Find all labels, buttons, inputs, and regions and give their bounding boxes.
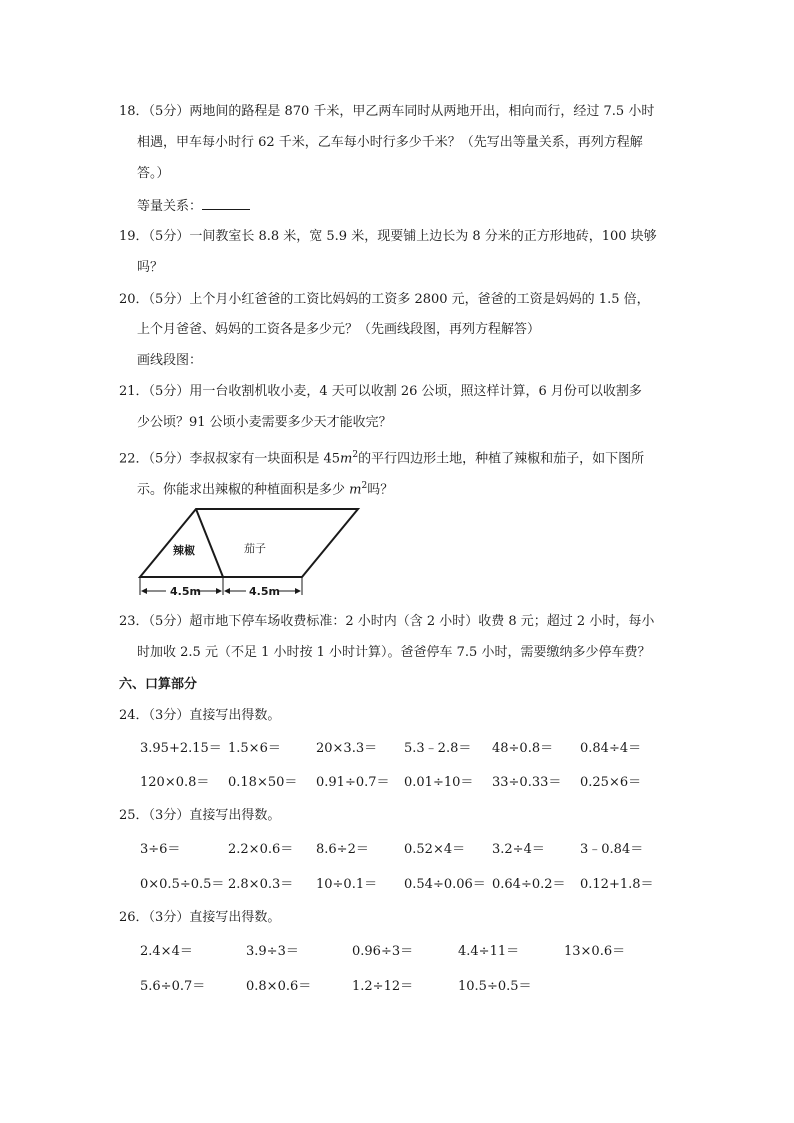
arrow-left-a: [141, 588, 147, 594]
problem-23-line-2: 时加收 2.5 元（不足 1 小时按 1 小时计算）。爸爸停车 7.5 小时，需要缴纳多少停车费？: [137, 645, 651, 660]
arrow-right-b: [295, 588, 301, 594]
oral-26-title: 26．（3分）直接写出得数。: [119, 910, 281, 925]
dim-left-label: 4.5m: [170, 585, 201, 598]
parallelogram-figure: [130, 503, 370, 603]
oral-24-title: 24．（3分）直接写出得数。: [119, 708, 281, 723]
problem-19-line-1: 19．（5分）一间教室长 8.8 米，宽 5.9 米，现要铺上边长为 8 分米的正方形地砖，100 块够: [119, 229, 657, 244]
divider-line: [196, 509, 223, 577]
calc-item: 2.4×4＝: [140, 944, 193, 959]
problem-19-line-2: 吗？: [137, 260, 164, 275]
calc-item: 0.91÷0.7＝: [316, 775, 390, 790]
calc-item: 0.84÷4＝: [580, 741, 642, 756]
answer-blank[interactable]: [202, 196, 250, 210]
calc-item: 4.4÷11＝: [458, 944, 520, 959]
problem-18-answer-row: [137, 196, 250, 217]
calc-item: 3.95+2.15＝: [140, 741, 222, 756]
problem-18-line-2: 相遇，甲车每小时行 62 千米，乙车每小时行多少千米？（先写出等量关系，再列方程解: [137, 135, 643, 150]
problem-21-line-2: 少公顷？91 公顷小麦需要多少天才能收完？: [137, 415, 392, 430]
calc-item: 120×0.8＝: [140, 775, 210, 790]
calc-item: 33÷0.33＝: [492, 775, 562, 790]
calc-item: 20×3.3＝: [316, 741, 378, 756]
arrow-left-b: [216, 588, 222, 594]
calc-item: 3.2÷4＝: [492, 842, 545, 857]
calc-item: 3﹣0.84＝: [580, 842, 644, 857]
arrow-right-a: [224, 588, 230, 594]
problem-18-line-1: 18．（5分）两地间的路程是 870 千米，甲乙两车同时从两地开出，相向而行，经过 7.5 小时: [119, 104, 655, 119]
calc-item: 10.5÷0.5＝: [458, 979, 532, 994]
calc-item: 1.5×6＝: [228, 741, 281, 756]
calc-item: 2.2×0.6＝: [228, 842, 294, 857]
problem-22-line-2: 示。你能求出辣椒的种植面积是多少 $m^2$吗？: [137, 481, 394, 498]
calc-item: 0.64÷0.2＝: [492, 877, 566, 892]
calc-item: 0.96÷3＝: [352, 944, 414, 959]
calc-item: 5.6÷0.7＝: [140, 979, 206, 994]
calc-item: 0.54÷0.06＝: [404, 877, 486, 892]
calc-item: 0.52×4＝: [404, 842, 466, 857]
calc-item: 0.01÷10＝: [404, 775, 474, 790]
equation-relation-label: 等量关系：: [137, 199, 203, 214]
calc-item: 13×0.6＝: [564, 944, 626, 959]
problem-18-line-3: 答。）: [137, 166, 170, 181]
calc-item: 3÷6＝: [140, 842, 181, 857]
calc-item: 0.8×0.6＝: [246, 979, 312, 994]
problem-23-line-1: 23．（5分）超市地下停车场收费标准：2 小时内（含 2 小时）收费 8 元；超过 2 小时，每小: [119, 614, 655, 629]
calc-item: 0×0.5÷0.5＝: [140, 877, 225, 892]
calc-item: 0.18×50＝: [228, 775, 298, 790]
eggplant-label: 茄子: [244, 542, 266, 555]
problem-20-line-2: 上个月爸爸、妈妈的工资各是多少元？（先画线段图，再列方程解答）: [137, 322, 541, 337]
section-heading: 六、口算部分: [119, 677, 198, 692]
calc-item: 1.2÷12＝: [352, 979, 414, 994]
calc-item: 8.6÷2＝: [316, 842, 369, 857]
calc-item: 2.8×0.3＝: [228, 877, 294, 892]
dim-right-label: 4.5m: [249, 585, 280, 598]
chili-label: 辣椒: [173, 544, 195, 557]
problem-21-line-1: 21．（5分）用一台收割机收小麦，4 天可以收割 26 公顷，照这样计算，6 月份可以收割多: [119, 384, 642, 399]
line-diagram-label: 画线段图：: [137, 353, 203, 368]
calc-item: 48÷0.8＝: [492, 741, 554, 756]
problem-22-line-1: 22．（5分）李叔叔家有一块面积是 $45m^2$的平行四边形土地，种植了辣椒和茄子，如下图所: [119, 450, 645, 467]
calc-item: 0.25×6＝: [580, 775, 642, 790]
calc-item: 3.9÷3＝: [246, 944, 299, 959]
calc-item: 0.12+1.8＝: [580, 877, 654, 892]
problem-20-line-1: 20．（5分）上个月小红爸爸的工资比妈妈的工资多 2800 元，爸爸的工资是妈妈的 1.5 倍，: [119, 292, 650, 307]
calc-item: 5.3﹣2.8＝: [404, 741, 472, 756]
calc-item: 10÷0.1＝: [316, 877, 378, 892]
oral-25-title: 25．（3分）直接写出得数。: [119, 808, 281, 823]
